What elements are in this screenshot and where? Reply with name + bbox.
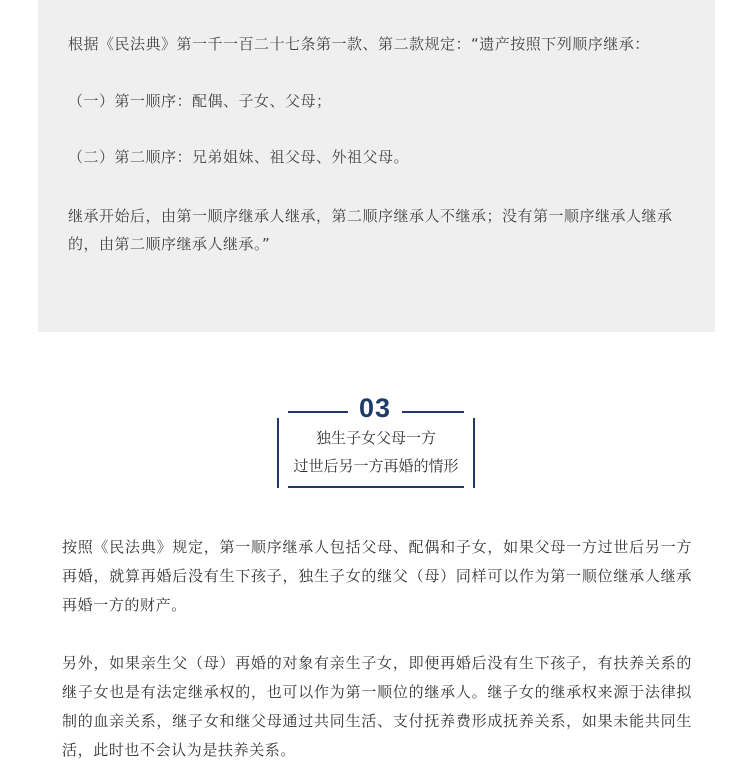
paragraph-text: 另外，如果亲生父（母）再婚的对象有亲生子女，即便再婚后没有生下孩子，有扶养关系的继子女也是有法定继承权的，也可以作为第一顺位的继承人。继子女的继承权来源于法律拟制的血亲关系，继子女和继父母通过共同生活、支付抚养费形成抚养关系，如果未能共同生活，此时也不会认为是扶养关系。	[62, 654, 692, 759]
quote-closing: 继承开始后，由第一顺序继承人继承，第二顺序继承人不继承；没有第一顺序继承人继承的，由第二顺序继承人继承。”	[68, 207, 673, 253]
section-title-line2: 过世后另一方再婚的情形	[293, 457, 459, 475]
header-top-right-rule	[402, 411, 464, 413]
quote-intro: 根据《民法典》第一千一百二十七条第一款、第二款规定：“遗产按照下列顺序继承：	[68, 35, 650, 53]
law-quote-box	[38, 0, 715, 332]
quote-item-first-order: （一）第一顺序：配偶、子女、父母；	[68, 92, 332, 110]
section-header	[276, 392, 476, 490]
paragraph-text: 按照《民法典》规定，第一顺序继承人包括父母、配偶和子女，如果父母一方过世后另一方再婚，就算再婚后没有生下孩子，独生子女的继父（母）同样可以作为第一顺位继承人继承再婚一方的财产。	[62, 538, 692, 614]
header-top-left-rule	[288, 411, 348, 413]
section-title-line1: 独生子女父母一方	[315, 429, 436, 447]
section-number: 03	[358, 393, 392, 423]
body-paragraph-2	[62, 649, 692, 765]
header-bottom-rule	[288, 486, 464, 488]
body-paragraph-1	[62, 533, 692, 620]
quote-item-second-order: （二）第二顺序：兄弟姐妹、祖父母、外祖父母。	[68, 148, 410, 166]
